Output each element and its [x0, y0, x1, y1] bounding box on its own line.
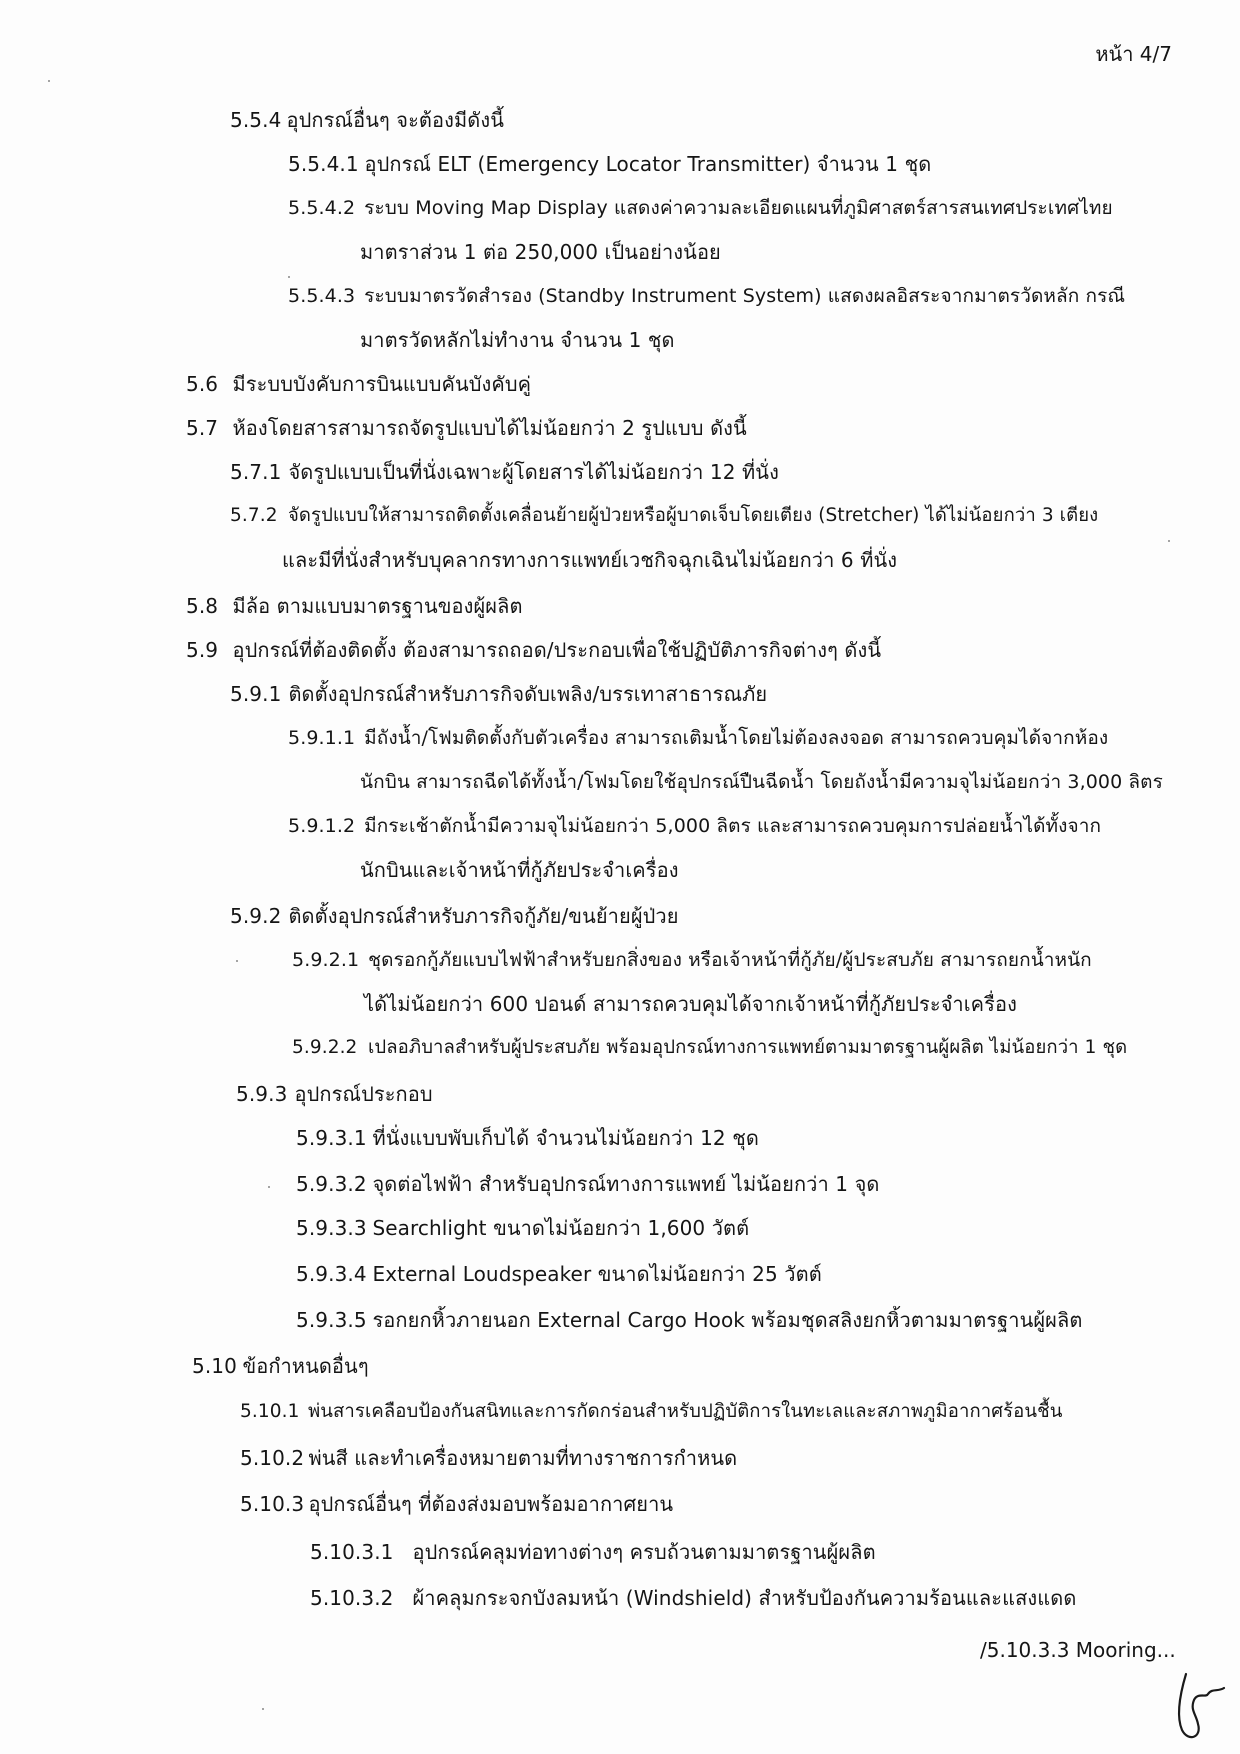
list-item: [230, 458, 779, 486]
continuation-note: /5.10.3.3 Mooring...: [980, 1638, 1176, 1662]
list-item: [240, 1444, 737, 1472]
signature-mark: [1172, 1664, 1228, 1744]
item-text: มาตราส่วน 1 ต่อ 250,000 เป็นอย่างน้อย: [360, 240, 721, 264]
list-item: [288, 150, 931, 178]
item-number: 5.10.3.1: [310, 1540, 394, 1564]
item-text: ระบบมาตรวัดสำรอง (Standby Instrument System) แสดงผลอิสระจากมาตรวัดหลัก กรณี: [364, 285, 1126, 307]
list-item: [186, 414, 747, 442]
item-text: อุปกรณ์คลุมท่อทางต่างๆ ครบถ้วนตามมาตรฐานผู้ผลิต: [412, 1540, 876, 1564]
item-number: 5.9.3: [236, 1082, 288, 1106]
page-number: หน้า 4/7: [1095, 42, 1172, 66]
list-item: [240, 1398, 1063, 1426]
list-item: [230, 502, 1098, 530]
list-item-continuation: [364, 990, 1017, 1018]
list-item: [296, 1260, 822, 1288]
item-number: 5.9.2.2: [292, 1037, 358, 1058]
list-item-continuation: [360, 326, 675, 354]
scan-speck: [268, 1186, 270, 1188]
item-text: นักบิน สามารถฉีดได้ทั้งน้ำ/โฟมโดยใช้อุปกรณ์ปืนฉีดน้ำ โดยถังน้ำมีความจุไม่น้อยกว่า 3,000 ลิตร: [360, 771, 1163, 793]
item-number: 5.9: [186, 638, 219, 662]
item-number: 5.9.1.1: [288, 727, 356, 749]
item-number: 5.5.4.2: [288, 197, 356, 219]
item-text: ระบบ Moving Map Display แสดงค่าความละเอียดแผนที่ภูมิศาสตร์สารสนเทศประเทศไทย: [364, 197, 1113, 219]
item-text: อุปกรณ์ประกอบ: [294, 1082, 433, 1106]
item-text: External Loudspeaker ขนาดไม่น้อยกว่า 25 วัตต์: [372, 1262, 822, 1286]
item-text: อุปกรณ์ ELT (Emergency Locator Transmitter) จำนวน 1 ชุด: [364, 152, 932, 176]
item-text: อุปกรณ์อื่นๆ จะต้องมีดังนี้: [286, 108, 505, 132]
item-text: ที่นั่งแบบพับเก็บได้ จำนวนไม่น้อยกว่า 12 ชุด: [372, 1126, 759, 1150]
item-number: 5.5.4: [230, 108, 282, 132]
list-item: [186, 370, 531, 398]
list-item: [236, 1080, 433, 1108]
item-text: ชุดรอกกู้ภัยแบบไฟฟ้าสำหรับยกสิ่งของ หรือเจ้าหน้าที่กู้ภัย/ผู้ประสบภัย สามารถยกน้ำหนัก: [368, 949, 1092, 971]
item-number: 5.7: [186, 416, 219, 440]
item-text: มาตรวัดหลักไม่ทำงาน จำนวน 1 ชุด: [360, 328, 675, 352]
scan-speck: [1168, 540, 1170, 542]
list-item-continuation: [282, 546, 897, 574]
item-number: 5.9.3.3: [296, 1216, 367, 1240]
item-text: ติดตั้งอุปกรณ์สำหรับภารกิจดับเพลิง/บรรเทาสาธารณภัย: [288, 682, 768, 706]
item-text: มีระบบบังคับการบินแบบคันบังคับคู่: [232, 372, 532, 396]
list-item: [186, 636, 881, 664]
list-item: [296, 1170, 879, 1198]
item-text: ข้อกำหนดอื่นๆ: [242, 1354, 369, 1378]
list-item-continuation: [360, 768, 1163, 796]
item-number: 5.9.1.2: [288, 815, 356, 837]
scan-speck: [262, 1708, 264, 1710]
list-item: [288, 724, 1108, 752]
item-number: 5.9.2: [230, 904, 282, 928]
item-text: จัดรูปแบบเป็นที่นั่งเฉพาะผู้โดยสารได้ไม่น้อยกว่า 12 ที่นั่ง: [288, 460, 779, 484]
list-item: [296, 1214, 749, 1242]
item-text: ติดตั้งอุปกรณ์สำหรับภารกิจกู้ภัย/ขนย้ายผู้ป่วย: [288, 904, 679, 928]
list-item: [310, 1584, 1076, 1612]
item-number: 5.10.3: [240, 1492, 305, 1516]
item-number: 5.9.3.2: [296, 1172, 367, 1196]
item-number: 5.10: [192, 1354, 237, 1378]
item-text: เปลอภิบาลสำหรับผู้ประสบภัย พร้อมอุปกรณ์ทางการแพทย์ตามมาตรฐานผู้ผลิต ไม่น้อยกว่า 1 ชุด: [367, 1037, 1128, 1058]
list-item: [296, 1306, 1082, 1334]
item-text: Searchlight ขนาดไม่น้อยกว่า 1,600 วัตต์: [372, 1216, 750, 1240]
list-item: [230, 106, 504, 134]
item-text: อุปกรณ์อื่นๆ ที่ต้องส่งมอบพร้อมอากาศยาน: [308, 1492, 674, 1516]
item-text: ห้องโดยสารสามารถจัดรูปแบบได้ไม่น้อยกว่า 2 รูปแบบ ดังนี้: [232, 416, 747, 440]
item-number: 5.9.3.1: [296, 1126, 367, 1150]
item-text: มีกระเช้าตักน้ำมีความจุไม่น้อยกว่า 5,000 ลิตร และสามารถควบคุมการปล่อยน้ำได้ทั้งจาก: [364, 815, 1102, 837]
list-item: [230, 902, 679, 930]
item-number: 5.8: [186, 594, 219, 618]
item-text: รอกยกหิ้วภายนอก External Cargo Hook พร้อมชุดสลิงยกหิ้วตามมาตรฐานผู้ผลิต: [372, 1308, 1083, 1332]
list-item: [288, 194, 1113, 222]
item-text: จุดต่อไฟฟ้า สำหรับอุปกรณ์ทางการแพทย์ ไม่น้อยกว่า 1 จุด: [372, 1172, 880, 1196]
item-text: พ่นสารเคลือบป้องกันสนิทและการกัดกร่อนสำหรับปฏิบัติการในทะเลและสภาพภูมิอากาศร้อนชื้น: [307, 1401, 1063, 1422]
list-item: [310, 1538, 876, 1566]
item-text: ได้ไม่น้อยกว่า 600 ปอนด์ สามารถควบคุมได้จากเจ้าหน้าที่กู้ภัยประจำเครื่อง: [364, 992, 1017, 1016]
item-text: จัดรูปแบบให้สามารถติดตั้งเคลื่อนย้ายผู้ป่วยหรือผู้บาดเจ็บโดยเตียง (Stretcher) ได้ไม่น้อยกว่า 3 เตียง: [287, 505, 1099, 526]
item-number: 5.6: [186, 372, 219, 396]
list-item: [292, 1034, 1127, 1062]
item-number: 5.9.3.5: [296, 1308, 367, 1332]
list-item: [288, 282, 1125, 310]
list-item-continuation: [360, 238, 721, 266]
item-number: 5.5.4.1: [288, 152, 359, 176]
scan-speck: [288, 276, 290, 278]
list-item: [296, 1124, 759, 1152]
item-number: 5.5.4.3: [288, 285, 356, 307]
item-number: 5.9.1: [230, 682, 282, 706]
list-item: [240, 1490, 673, 1518]
item-number: 5.7.1: [230, 460, 282, 484]
list-item: [186, 592, 523, 620]
item-text: มีถังน้ำ/โฟมติดตั้งกับตัวเครื่อง สามารถเติมน้ำโดยไม่ต้องลงจอด สามารถควบคุมได้จากห้อง: [364, 727, 1109, 749]
list-item: [292, 946, 1092, 974]
item-text: นักบินและเจ้าหน้าที่กู้ภัยประจำเครื่อง: [360, 858, 679, 882]
item-number: 5.7.2: [230, 505, 278, 526]
item-text: มีล้อ ตามแบบมาตรฐานของผู้ผลิต: [232, 594, 523, 618]
item-number: 5.10.2: [240, 1446, 305, 1470]
item-text: และมีที่นั่งสำหรับบุคลากรทางการแพทย์เวชกิจฉุกเฉินไม่น้อยกว่า 6 ที่นั่ง: [282, 548, 898, 572]
scan-speck: [48, 80, 50, 82]
item-text: อุปกรณ์ที่ต้องติดตั้ง ต้องสามารถถอด/ประกอบเพื่อใช้ปฏิบัติภารกิจต่างๆ ดังนี้: [232, 638, 882, 662]
item-text: พ่นสี และทำเครื่องหมายตามที่ทางราชการกำหนด: [308, 1446, 738, 1470]
list-item: [192, 1352, 369, 1380]
list-item: [230, 680, 767, 708]
item-number: 5.9.3.4: [296, 1262, 367, 1286]
item-number: 5.10.1: [240, 1401, 300, 1422]
item-number: 5.10.3.2: [310, 1586, 394, 1610]
item-text: ผ้าคลุมกระจกบังลมหน้า (Windshield) สำหรับป้องกันความร้อนและแสงแดด: [412, 1586, 1077, 1610]
item-number: 5.9.2.1: [292, 949, 360, 971]
list-item: [288, 812, 1101, 840]
scan-speck: [236, 960, 238, 962]
list-item-continuation: [360, 856, 679, 884]
